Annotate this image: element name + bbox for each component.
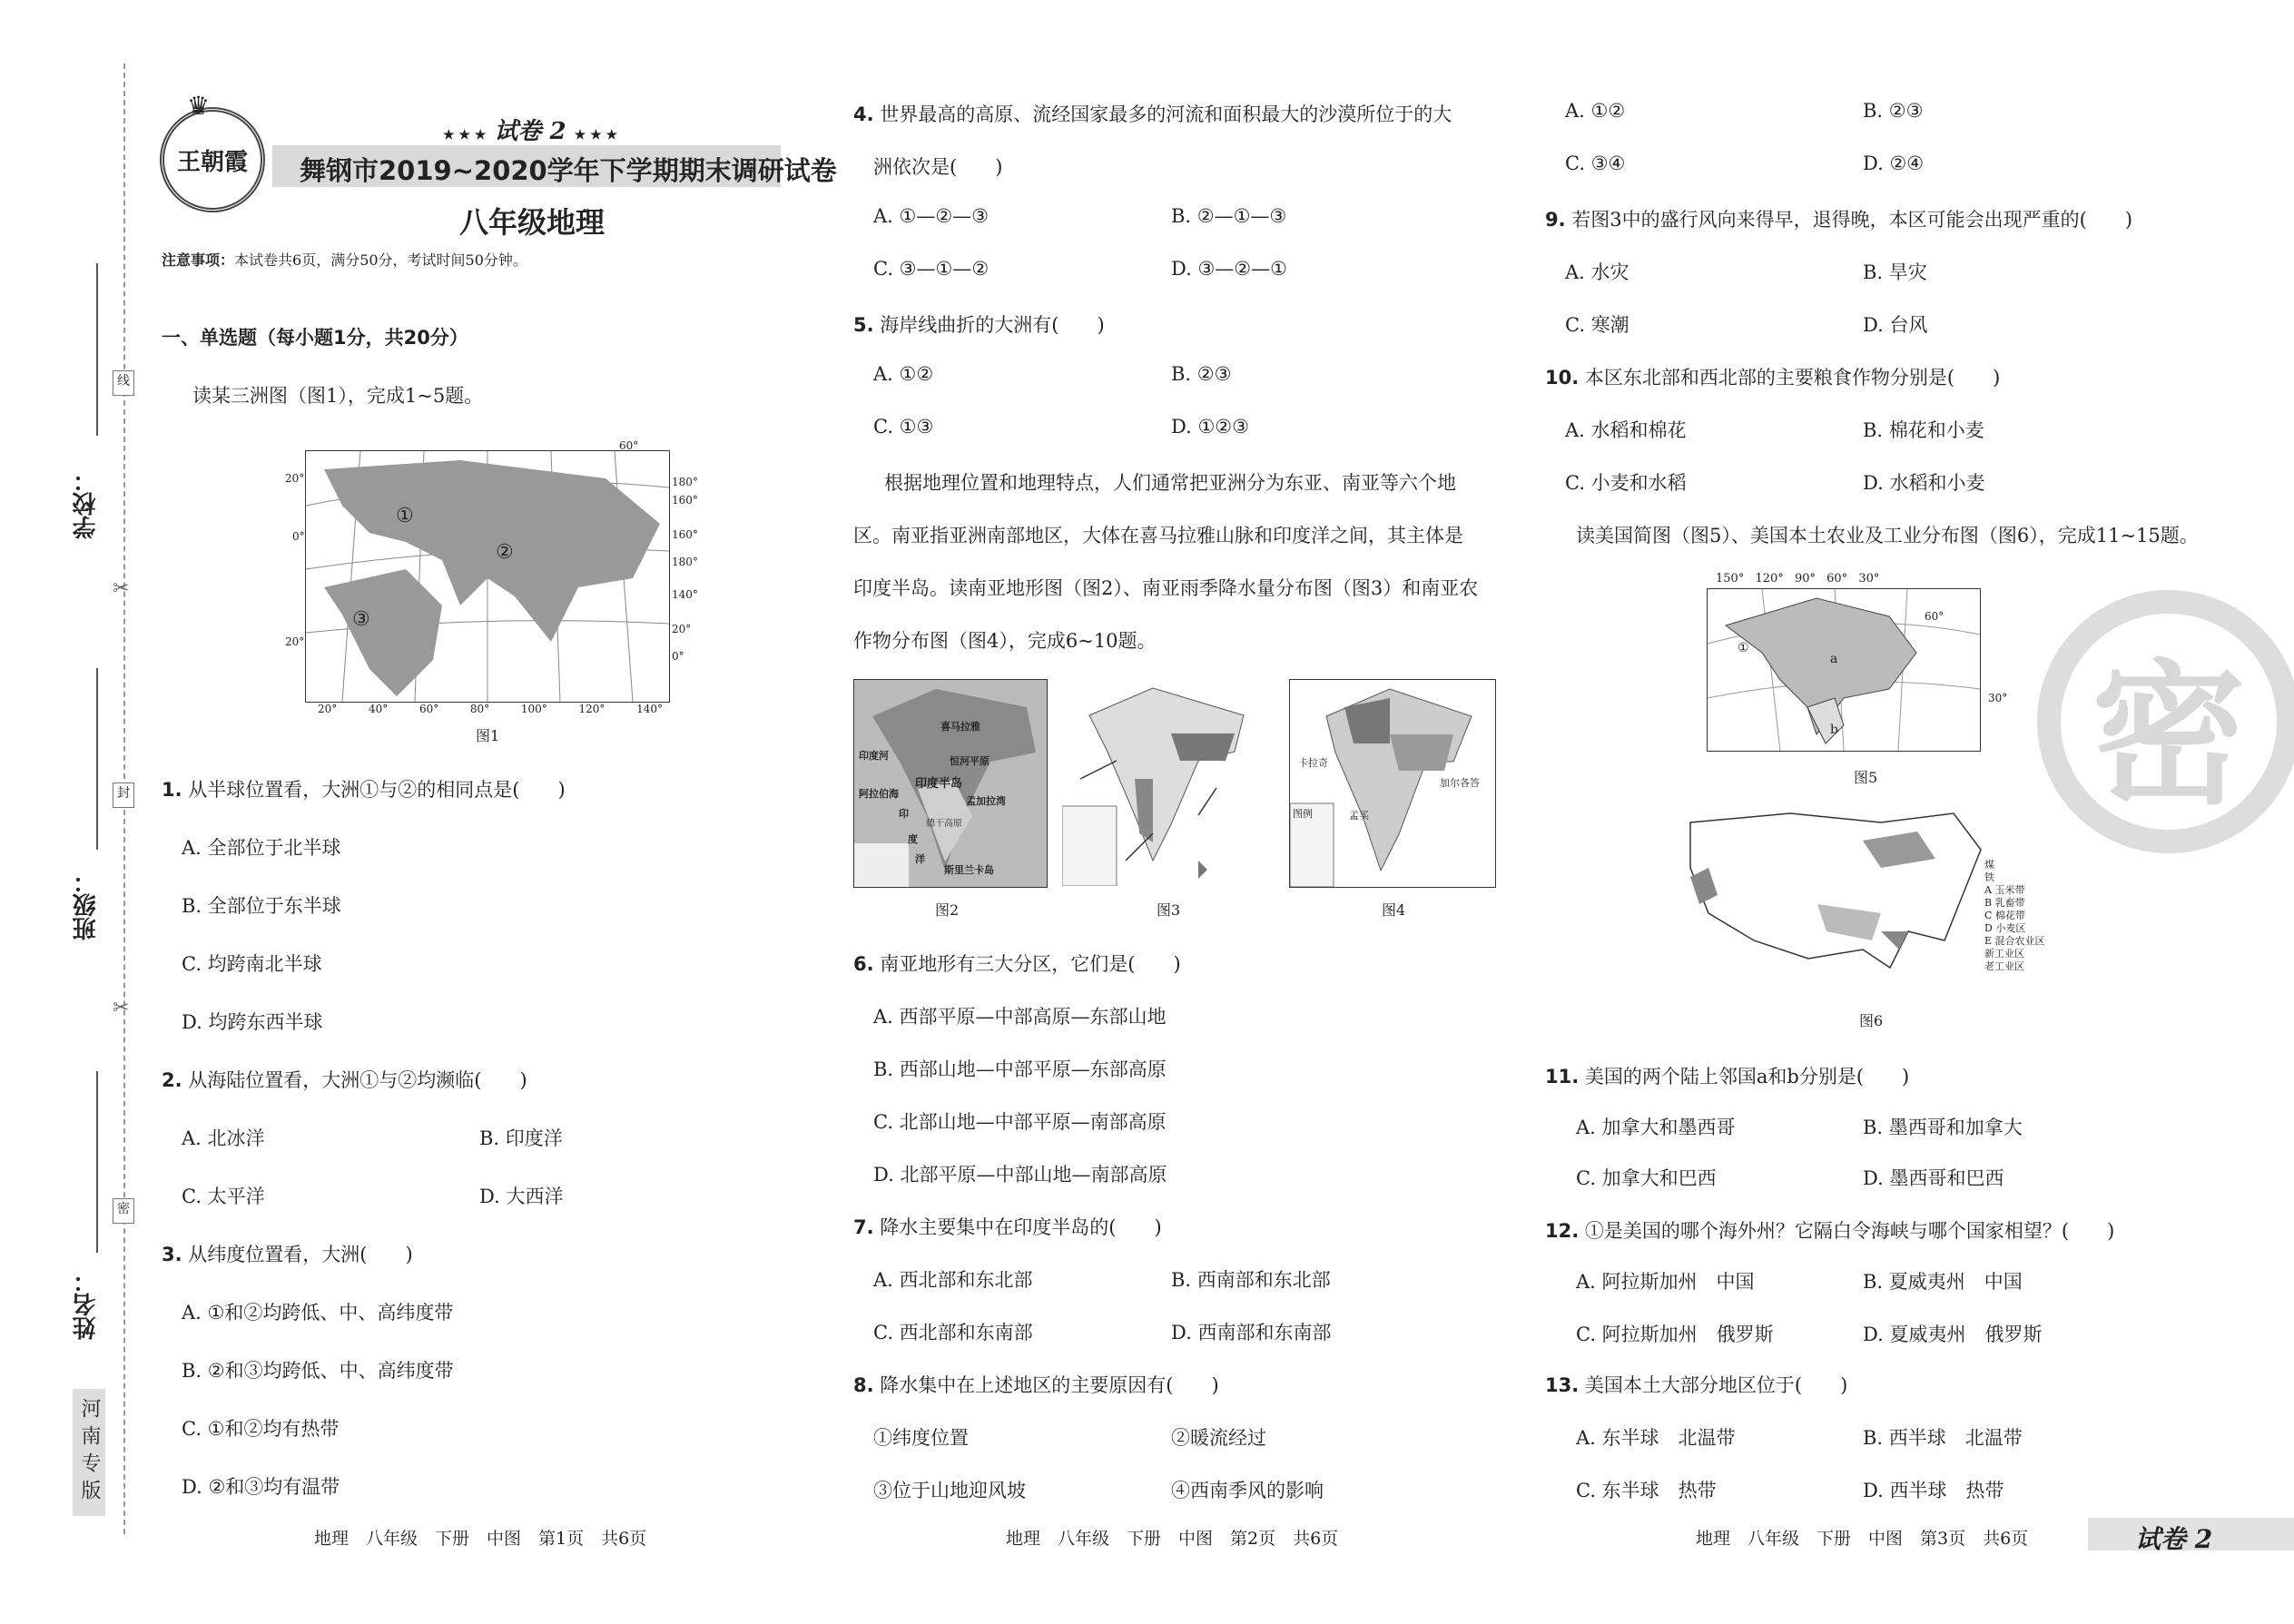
q9-number: 9. xyxy=(1545,209,1566,231)
fig5-label: b xyxy=(1830,723,1838,737)
fig6-legend-item: B 乳畜带 xyxy=(1984,897,2025,909)
confidential-watermark xyxy=(2037,590,2294,853)
q2-number: 2. xyxy=(162,1069,182,1091)
q13-option-a[interactable]: A. 东半球 北温带 xyxy=(1576,1427,1736,1449)
region-tab: 河南专版 xyxy=(73,1389,105,1516)
fig5-top-label: 150° xyxy=(1716,572,1745,586)
fig4-label: 孟买 xyxy=(1349,810,1369,822)
seal-mark-mi: 密 xyxy=(113,1198,134,1224)
fig1-bottom-label: 120° xyxy=(578,703,605,715)
intro-11-15: 读美国简图（图5）、美国本土农业及工业分布图（图6），完成11~15题。 xyxy=(1576,525,2199,546)
q13-number: 13. xyxy=(1545,1374,1580,1396)
fig2-label: 印 xyxy=(899,808,909,820)
fig2-label: 印度河 xyxy=(859,750,889,762)
class-underline xyxy=(96,668,98,850)
fig5-label: 30° xyxy=(1988,692,2008,704)
fig4-label: 卡拉奇 xyxy=(1298,757,1328,769)
para-line-3: 印度半岛。读南亚地形图（图2）、南亚雨季降水量分布图（图3）和南亚农 xyxy=(853,577,1479,599)
star-icon: ★ ★ ★ xyxy=(574,128,618,143)
fig6-legend-item: D 小麦区 xyxy=(1984,922,2026,934)
q3-option-a[interactable]: A. ①和②均跨低、中、高纬度带 xyxy=(182,1302,454,1324)
q4-option-d[interactable]: D. ③—②—① xyxy=(1171,258,1287,280)
q13-option-c[interactable]: C. 东半球 热带 xyxy=(1576,1480,1717,1501)
badge-row xyxy=(443,113,617,146)
fig5-top-label: 90° xyxy=(1794,572,1816,586)
fig1-bottom-label: 40° xyxy=(368,703,389,715)
exam-badge: 试卷 2 xyxy=(494,118,566,145)
q3-text: 从纬度位置看，大洲( ) xyxy=(188,1244,413,1265)
footer-page-3: 地理 八年级 下册 中图 第3页 共6页 xyxy=(1696,1529,2029,1549)
fig6-legend-item: A 玉米带 xyxy=(1984,884,2025,896)
q5-number: 5. xyxy=(853,314,874,336)
watermark-glyph: 密 xyxy=(2091,644,2246,826)
fig2-label: 德干高原 xyxy=(926,819,962,829)
q11-option-c[interactable]: C. 加拿大和巴西 xyxy=(1576,1167,1717,1189)
fig6-legend-item: E 混合农业区 xyxy=(1984,935,2045,947)
notes-label: 注意事项： xyxy=(162,251,235,269)
q9-option-c[interactable]: C. 寒潮 xyxy=(1565,314,1629,336)
notes-text: 本试卷共6页，满分50分，考试时间50分钟。 xyxy=(234,251,527,269)
q2-text: 从海陆位置看，大洲①与②均濒临( ) xyxy=(188,1069,527,1091)
q10-option-c[interactable]: C. 小麦和水稻 xyxy=(1565,472,1687,494)
q12-option-b[interactable]: B. 夏威夷州 中国 xyxy=(1863,1271,2023,1293)
q4-option-b[interactable]: B. ②—①—③ xyxy=(1171,205,1287,227)
q1-option-c[interactable]: C. 均跨南北半球 xyxy=(182,953,322,975)
q6-stem xyxy=(853,950,1181,977)
fig2-label: 洋 xyxy=(915,853,925,865)
q4-text: 世界最高的高原、流经国家最多的河流和面积最大的沙漠所位于的大 xyxy=(880,103,1452,125)
q8-item-4: ④西南季风的影响 xyxy=(1171,1480,1324,1501)
fig1-marker-1: ① xyxy=(396,505,414,527)
exam-subject: 八年级地理 xyxy=(459,205,605,240)
fig2-caption: 图2 xyxy=(935,901,960,919)
exam-title: 舞钢市2019~2020学年下学期期末调研试卷 xyxy=(300,155,837,186)
section-title: 一、单选题（每小题1分，共20分） xyxy=(162,327,468,349)
q12-option-d[interactable]: D. 夏威夷州 俄罗斯 xyxy=(1863,1324,2043,1345)
q3-number: 3. xyxy=(162,1244,182,1265)
figure-1-map xyxy=(305,450,670,703)
fig2-label: 喜马拉雅 xyxy=(940,721,980,733)
footer-page-2: 地理 八年级 下册 中图 第2页 共6页 xyxy=(1006,1529,1339,1549)
q8-stem xyxy=(853,1371,1219,1398)
seal-mark-xian: 线 xyxy=(113,370,134,396)
star-icon: ★ ★ ★ xyxy=(443,128,487,143)
q7-stem xyxy=(853,1213,1162,1240)
fig2-label: 度 xyxy=(908,833,918,845)
school-label: 学校： xyxy=(73,468,100,539)
q12-stem xyxy=(1545,1216,2114,1244)
q8-item-1: ①纬度位置 xyxy=(873,1427,969,1449)
name-label: 姓名： xyxy=(73,1269,100,1340)
notes xyxy=(162,249,527,270)
name-underline xyxy=(96,1071,98,1253)
fig2-label: 印度半岛 xyxy=(915,777,963,791)
q2-option-c[interactable]: C. 太平洋 xyxy=(182,1186,265,1207)
q1-stem xyxy=(162,775,566,802)
fig4-label: 图例 xyxy=(1293,808,1313,820)
q7-option-d[interactable]: D. 西南部和东南部 xyxy=(1171,1322,1332,1343)
section-intro: 读某三洲图（图1），完成1~5题。 xyxy=(192,385,484,407)
q12-number: 12. xyxy=(1545,1220,1580,1242)
q13-option-d[interactable]: D. 西半球 热带 xyxy=(1863,1480,2004,1501)
fig1-top-label: 60° xyxy=(619,439,639,452)
q2-option-b[interactable]: B. 印度洋 xyxy=(479,1127,563,1149)
fig1-left-label: 20° xyxy=(285,635,305,648)
q2-option-a[interactable]: A. 北冰洋 xyxy=(182,1127,265,1149)
fig1-caption: 图1 xyxy=(476,727,500,744)
fig1-right-label: 180° xyxy=(672,556,698,568)
q10-option-b[interactable]: B. 棉花和小麦 xyxy=(1863,419,1984,441)
footer-page-1: 地理 八年级 下册 中图 第1页 共6页 xyxy=(314,1529,647,1549)
q13-text: 美国本土大部分地区位于( ) xyxy=(1584,1374,1848,1396)
q11-number: 11. xyxy=(1545,1066,1580,1088)
q10-number: 10. xyxy=(1545,367,1580,389)
q4-option-c[interactable]: C. ③—①—② xyxy=(873,258,989,280)
q5-option-a[interactable]: A. ①② xyxy=(873,363,934,385)
fig6-legend-item: C 棉花带 xyxy=(1984,910,2025,921)
q6-option-b[interactable]: B. 西部山地—中部平原—东部高原 xyxy=(873,1058,1167,1080)
corner-badge-text: 试卷 2 xyxy=(2135,1524,2213,1554)
school-underline xyxy=(96,263,98,436)
q6-number: 6. xyxy=(853,953,874,975)
q8-option-d[interactable]: D. ②④ xyxy=(1863,153,1925,174)
q9-stem xyxy=(1545,205,2132,232)
q7-number: 7. xyxy=(853,1216,874,1238)
fig1-left-label: 0° xyxy=(292,530,305,543)
fig5-top-label: 60° xyxy=(1826,572,1848,586)
q12-option-c[interactable]: C. 阿拉斯加州 俄罗斯 xyxy=(1576,1324,1774,1345)
fig6-legend-item: 老工业区 xyxy=(1984,960,2024,972)
logo-emblem xyxy=(160,107,265,212)
q11-text: 美国的两个陆上邻国a和b分别是( ) xyxy=(1584,1066,1910,1088)
fig2-label: 斯里兰卡岛 xyxy=(944,864,994,876)
fig1-marker-3: ③ xyxy=(352,608,370,631)
q9-option-d[interactable]: D. 台风 xyxy=(1863,314,1928,336)
fig1-bottom-label: 20° xyxy=(318,703,338,715)
q1-text: 从半球位置看，大洲①与②的相同点是( ) xyxy=(188,779,566,801)
fig4-caption: 图4 xyxy=(1382,901,1406,919)
q6-option-a[interactable]: A. 西部平原—中部高原—东部山地 xyxy=(873,1006,1167,1028)
q6-text: 南亚地形有三大分区，它们是( ) xyxy=(880,953,1181,975)
q2-stem xyxy=(162,1066,527,1093)
fig6-caption: 图6 xyxy=(1859,1012,1884,1029)
q11-option-a[interactable]: A. 加拿大和墨西哥 xyxy=(1576,1117,1736,1138)
fig1-right-label: 0° xyxy=(672,650,684,663)
q5-option-b[interactable]: B. ②③ xyxy=(1171,363,1232,385)
q1-option-b[interactable]: B. 全部位于东半球 xyxy=(182,895,341,917)
fig2-label: 孟加拉湾 xyxy=(966,795,1006,807)
para-line-2: 区。南亚指亚洲南部地区，大体在喜马拉雅山脉和印度洋之间，其主体是 xyxy=(853,525,1463,546)
q1-number: 1. xyxy=(162,779,182,801)
q7-text: 降水主要集中在印度半岛的( ) xyxy=(880,1216,1162,1238)
fig5-label: a xyxy=(1830,652,1838,666)
fig1-right-label: 160° xyxy=(672,528,698,541)
q13-option-b[interactable]: B. 西半球 北温带 xyxy=(1863,1427,2023,1449)
class-label: 班级： xyxy=(73,870,100,940)
fig6-legend-item: 煤 xyxy=(1984,859,1994,871)
q10-stem xyxy=(1545,363,2000,390)
fig1-right-label: 20° xyxy=(672,623,692,635)
fig1-bottom-label: 60° xyxy=(418,703,439,715)
q11-option-b[interactable]: B. 墨西哥和加拿大 xyxy=(1863,1117,2023,1138)
fig1-left-label: 20° xyxy=(285,472,305,485)
q5-text: 海岸线曲折的大洲有( ) xyxy=(880,314,1105,336)
fig6-legend-item: 新工业区 xyxy=(1984,948,2024,960)
q8-text: 降水集中在上述地区的主要原因有( ) xyxy=(880,1374,1219,1396)
fig5-top-labels xyxy=(1716,572,1879,586)
para-line-4: 作物分布图（图4），完成6~10题。 xyxy=(853,630,1157,652)
scissor-icon: ✂ xyxy=(113,577,130,600)
fig3-caption: 图3 xyxy=(1157,901,1181,919)
q6-option-d[interactable]: D. 北部平原—中部山地—南部高原 xyxy=(873,1164,1167,1186)
seal-mark-feng: 封 xyxy=(113,782,134,808)
q3-stem xyxy=(162,1240,413,1267)
fig1-right-label: 180° xyxy=(672,476,698,488)
q5-option-c[interactable]: C. ①③ xyxy=(873,416,934,438)
logo-text: 王朝霞 xyxy=(176,148,248,176)
fig2-label: 恒河平原 xyxy=(950,755,989,767)
q8-option-b[interactable]: B. ②③ xyxy=(1863,100,1924,122)
q12-option-a[interactable]: A. 阿拉斯加州 中国 xyxy=(1576,1271,1755,1293)
q7-option-a[interactable]: A. 西北部和东北部 xyxy=(873,1269,1033,1291)
q8-number: 8. xyxy=(853,1374,874,1396)
q1-option-d[interactable]: D. 均跨东西半球 xyxy=(182,1011,323,1033)
fig6-legend-item: 铁 xyxy=(1984,871,1994,883)
fig1-marker-2: ② xyxy=(496,541,514,564)
crown-icon: ♛ xyxy=(187,91,211,121)
q8-item-3: ③位于山地迎风坡 xyxy=(873,1480,1026,1501)
q4-option-a[interactable]: A. ①—②—③ xyxy=(873,205,989,227)
q9-text: 若图3中的盛行风向来得早，退得晚，本区可能会出现严重的( ) xyxy=(1571,209,2133,231)
q7-option-b[interactable]: B. 西南部和东北部 xyxy=(1171,1269,1331,1291)
q3-option-d[interactable]: D. ②和③均有温带 xyxy=(182,1476,340,1498)
fig6-legend xyxy=(1984,859,2093,973)
q3-option-c[interactable]: C. ①和②均有热带 xyxy=(182,1418,340,1440)
q3-option-b[interactable]: B. ②和③均跨低、中、高纬度带 xyxy=(182,1360,454,1382)
q11-stem xyxy=(1545,1062,1909,1089)
q10-option-a[interactable]: A. 水稻和棉花 xyxy=(1565,419,1687,441)
figure-6-map xyxy=(1681,795,2008,995)
q11-option-d[interactable]: D. 墨西哥和巴西 xyxy=(1863,1167,2004,1189)
fig4-label: 加尔各答 xyxy=(1440,777,1480,789)
fig5-top-label: 30° xyxy=(1858,572,1880,586)
q7-option-c[interactable]: C. 西北部和东南部 xyxy=(873,1322,1033,1343)
fig1-bottom-label: 80° xyxy=(469,703,490,715)
fig5-caption: 图5 xyxy=(1854,769,1878,786)
q5-stem xyxy=(853,310,1105,338)
q4-stem-line2: 洲依次是( ) xyxy=(873,156,1003,178)
fig5-top-label: 120° xyxy=(1755,572,1784,586)
q4-number: 4. xyxy=(853,103,874,125)
q12-text: ①是美国的哪个海外州？它隔白令海峡与哪个国家相望？( ) xyxy=(1584,1220,2115,1242)
fig5-label: ① xyxy=(1738,641,1749,655)
q1-option-a[interactable]: A. 全部位于北半球 xyxy=(182,837,341,859)
fig1-bottom-label: 140° xyxy=(636,703,663,715)
q8-option-a[interactable]: A. ①② xyxy=(1565,100,1626,122)
q2-option-d[interactable]: D. 大西洋 xyxy=(479,1186,564,1207)
fig2-label: 阿拉伯海 xyxy=(859,788,899,800)
para-line-1: 根据地理位置和地理特点，人们通常把亚洲分为东亚、南亚等六个地 xyxy=(884,472,1456,494)
fig1-bottom-label: 100° xyxy=(520,703,547,715)
fig5-label: 60° xyxy=(1925,610,1944,623)
q8-item-2: ②暖流经过 xyxy=(1171,1427,1266,1449)
fig1-right-label: 160° xyxy=(672,494,698,507)
q10-option-d[interactable]: D. 水稻和小麦 xyxy=(1863,472,1985,494)
q9-option-b[interactable]: B. 旱灾 xyxy=(1863,261,1927,283)
q5-option-d[interactable]: D. ①②③ xyxy=(1171,416,1249,438)
scissor-icon: ✂ xyxy=(113,997,130,1019)
q9-option-a[interactable]: A. 水灾 xyxy=(1565,261,1629,283)
q8-option-c[interactable]: C. ③④ xyxy=(1565,153,1626,174)
q6-option-c[interactable]: C. 北部山地—中部平原—南部高原 xyxy=(873,1111,1167,1133)
q10-text: 本区东北部和西北部的主要粮食作物分别是( ) xyxy=(1584,367,2001,389)
q13-stem xyxy=(1545,1371,1847,1398)
fig1-bottom-labels xyxy=(318,703,663,715)
figure-3-map xyxy=(1062,679,1264,886)
q4-stem xyxy=(853,100,1452,127)
fig1-right-label: 140° xyxy=(672,588,698,601)
